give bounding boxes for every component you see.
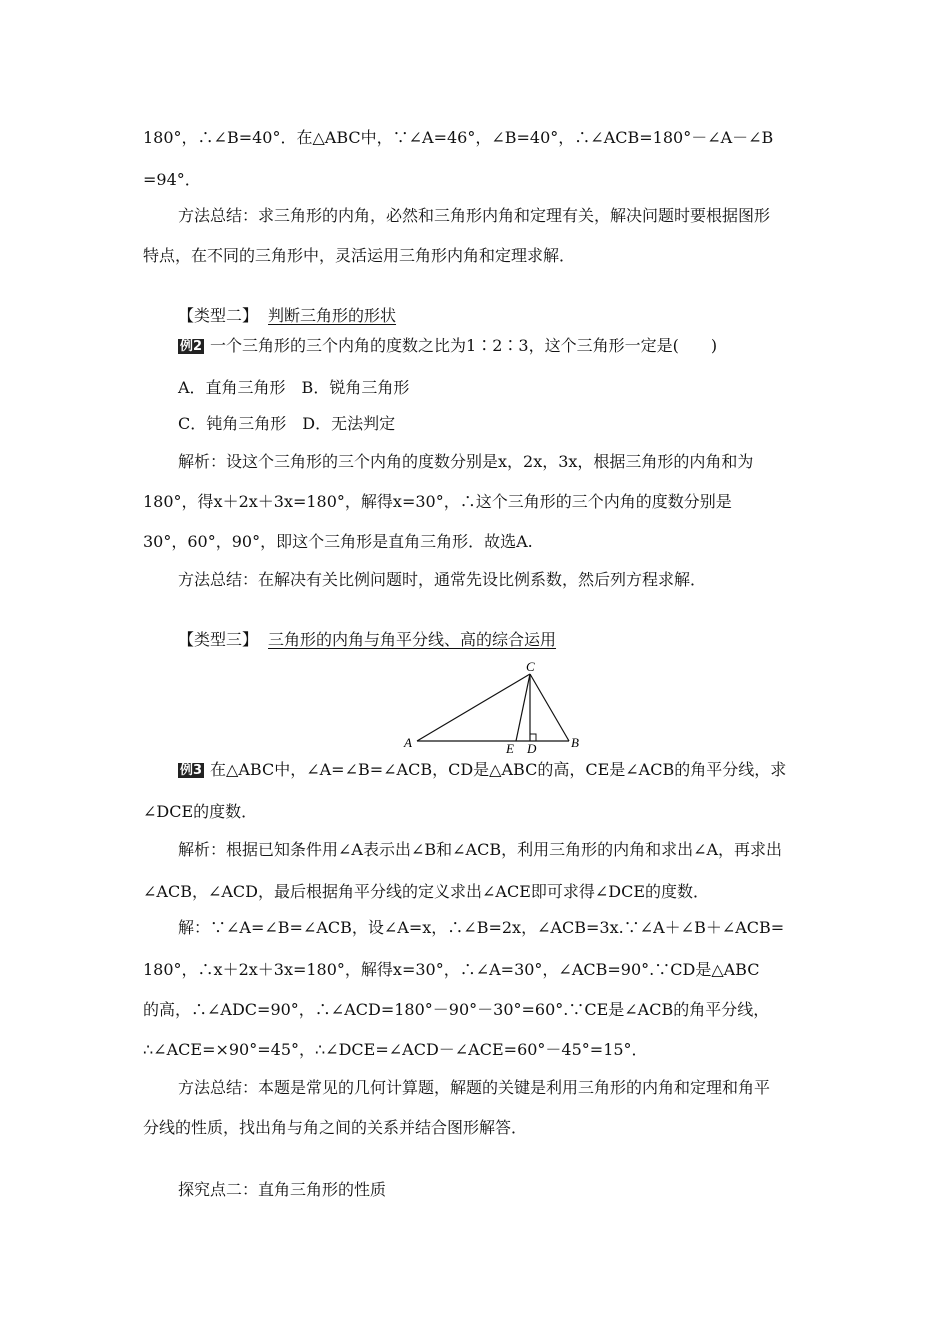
- option-line: A．直角三角形 B．锐角三角形: [178, 378, 410, 397]
- label-d: D: [527, 741, 537, 756]
- example-badge: 例2: [180, 339, 203, 354]
- section-title-point2: 探究点二：直角三角形的性质: [178, 1180, 387, 1199]
- side-ac: [417, 674, 530, 741]
- text-line: ∠DCE的度数．: [143, 802, 258, 821]
- side-bc: [530, 674, 569, 741]
- analysis-text: 解析：根据已知条件用∠A表示出∠B和∠ACB，利用三角形的内角和求出∠A，再求出: [178, 840, 783, 859]
- label-c: C: [526, 659, 535, 674]
- section-title: 判断三角形的形状: [268, 306, 397, 325]
- right-angle-mark: [530, 734, 536, 741]
- triangle-figure: [398, 656, 594, 756]
- example-text: 一个三角形的三个内角的度数之比为1∶2∶3，这个三角形一定是( ): [210, 336, 718, 355]
- label-a: A: [404, 735, 412, 750]
- text-line: ∴∠ACE=×90°=45°，∴∠DCE=∠ACD－∠ACE=60°－45°=15°．: [143, 1040, 648, 1059]
- label-e: E: [506, 741, 514, 756]
- text-line: 180°，∴x＋2x＋3x=180°，解得x=30°，∴∠A=30°，∠ACB=90°.∵CD是△ABC: [143, 960, 760, 979]
- example-2: [178, 336, 717, 356]
- text-line: 30°，60°，90°，即这个三角形是直角三角形．故选A.: [143, 532, 533, 551]
- text-line: 分线的性质，找出角与角之间的关系并结合图形解答．: [143, 1118, 528, 1137]
- section-title: 三角形的内角与角平分线、高的综合运用: [268, 630, 557, 649]
- example-3: [178, 760, 786, 780]
- section-heading-type3: [178, 630, 556, 650]
- text-line: ∠ACB，∠ACD，最后根据角平分线的定义求出∠ACE即可求得∠DCE的度数．: [143, 882, 710, 901]
- example-badge: 例3: [180, 763, 203, 778]
- section-tag: 【类型三】: [178, 630, 259, 649]
- text-line: 特点，在不同的三角形中，灵活运用三角形内角和定理求解．: [143, 246, 576, 265]
- solution-text: 解：∵∠A=∠B=∠ACB，设∠A=x，∴∠B=2x，∠ACB=3x.∵∠A＋∠B＋∠ACB=: [178, 918, 785, 937]
- example-text: 在△ABC中，∠A=∠B=∠ACB，CD是△ABC的高，CE是∠ACB的角平分线，求: [210, 760, 787, 779]
- section-tag: 【类型二】: [178, 306, 259, 325]
- section-heading-type2: [178, 306, 396, 326]
- text-line: 180°，∴∠B=40°．在△ABC中，∵∠A=46°，∠B=40°，∴∠ACB=180°－∠A－∠B: [143, 128, 774, 147]
- segment-ce-bisector: [516, 674, 530, 741]
- text-line: 180°，得x＋2x＋3x=180°，解得x=30°，∴这个三角形的三个内角的度数分别是: [143, 492, 732, 511]
- option-line: C．钝角三角形 D．无法判定: [178, 414, 396, 433]
- text-line: 的高，∴∠ADC=90°，∴∠ACD=180°－90°－30°=60°.∵CE是∠ACB的角平分线，: [143, 1000, 770, 1019]
- label-b: B: [571, 735, 579, 750]
- text-line: =94°．: [143, 170, 201, 189]
- method-summary: 方法总结：本题是常见的几何计算题，解题的关键是利用三角形的内角和定理和角平: [178, 1078, 771, 1097]
- method-summary: 方法总结：在解决有关比例问题时，通常先设比例系数，然后列方程求解．: [178, 570, 707, 589]
- method-summary: 方法总结：求三角形的内角，必然和三角形内角和定理有关，解决问题时要根据图形: [178, 206, 771, 225]
- analysis-text: 解析：设这个三角形的三个内角的度数分别是x，2x，3x，根据三角形的内角和为: [178, 452, 754, 471]
